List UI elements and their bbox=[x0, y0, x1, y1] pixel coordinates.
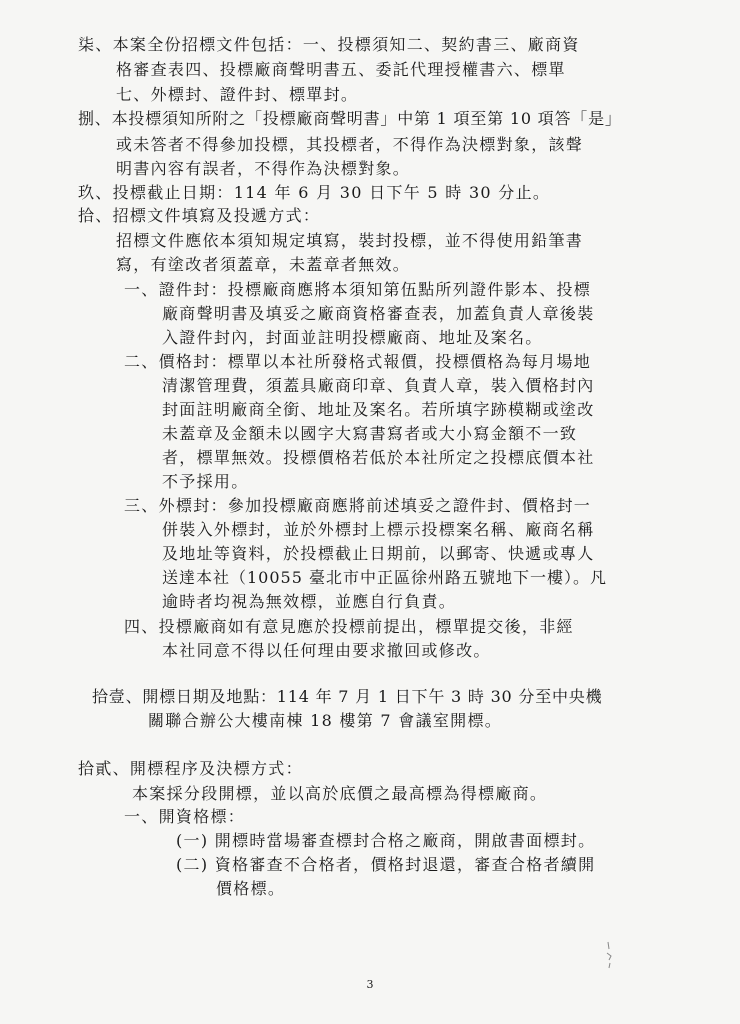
item-2-line-4: 未蓋章及金額未以國字大寫書寫者或大小寫金額不一致 bbox=[162, 424, 578, 443]
section-7-line-2: 格審查表四、投標廠商聲明書五、委託代理授權書六、標單 bbox=[116, 60, 566, 79]
item-4-line-2: 本社同意不得以任何理由要求撤回或修改。 bbox=[162, 641, 491, 660]
section-8-line-3: 明書內容有誤者，不得作為決標對象。 bbox=[116, 159, 411, 178]
section-10-heading: 拾、招標文件填寫及投遞方式： bbox=[78, 206, 321, 225]
section-12-sub-1-item-2-cont: 價格標。 bbox=[216, 879, 286, 898]
item-3-line-1: 三、外標封：參加投標廠商應將前述填妥之證件封、價格封一 bbox=[124, 496, 592, 515]
section-8-line-2: 或未答者不得參加投標，其投標者，不得作為決標對象，該聲 bbox=[116, 135, 584, 154]
section-12-sub-1-item-1: (一) 開標時當場審查標封合格之廠商，開啟書面標封。 bbox=[176, 831, 596, 850]
section-9-deadline: 玖、投標截止日期：114 年 6 月 30 日下午 5 時 30 分止。 bbox=[78, 183, 551, 202]
section-12-sub-1-item-2: (二) 資格審查不合格者，價格封退還，審查合格者續開 bbox=[176, 855, 596, 874]
section-7-line-1: 柒、本案全份招標文件包括：一、投標須知二、契約書三、廠商資 bbox=[78, 35, 580, 54]
item-4-line-1: 四、投標廠商如有意見應於投標前提出，標單提交後，非經 bbox=[124, 617, 574, 636]
item-2-line-5: 者，標單無效。投標價格若低於本社所定之投標底價本社 bbox=[162, 448, 595, 467]
section-12-intro: 本案採分段開標，並以高於底價之最高標為得標廠商。 bbox=[132, 784, 548, 803]
section-7-line-3: 七、外標封、證件封、標單封。 bbox=[116, 85, 359, 104]
item-1-line-2: 廠商聲明書及填妥之廠商資格審查表，加蓋負責人章後裝 bbox=[162, 304, 595, 323]
section-10-intro-line-1: 招標文件應依本須知規定填寫，裝封投標，並不得使用鉛筆書 bbox=[116, 231, 584, 250]
section-11-line-2: 關聯合辦公大樓南棟 18 樓第 7 會議室開標。 bbox=[148, 711, 503, 730]
section-8-line-1: 捌、本投標須知所附之「投標廠商聲明書」中第 1 項至第 10 項答「是」 bbox=[78, 109, 622, 128]
section-12-heading: 拾貳、開標程序及決標方式： bbox=[78, 759, 303, 778]
item-3-line-4: 送達本社（10055 臺北市中正區徐州路五號地下一樓）。凡 bbox=[162, 568, 607, 587]
section-10-intro-line-2: 寫，有塗改者須蓋章，未蓋章者無效。 bbox=[116, 255, 411, 274]
item-3-line-5: 逾時者均視為無效標，並應自行負責。 bbox=[162, 592, 457, 611]
item-1-line-1: 一、證件封：投標廠商應將本須知第伍點所列證件影本、投標 bbox=[124, 280, 592, 299]
item-3-line-2: 併裝入外標封，並於外標封上標示投標案名稱、廠商名稱 bbox=[162, 520, 595, 539]
item-1-line-3: 入證件封內，封面並註明投標廠商、地址及案名。 bbox=[162, 328, 543, 347]
scan-mark bbox=[604, 940, 616, 970]
item-2-line-1: 二、價格封：標單以本社所發格式報價，投標價格為每月場地 bbox=[124, 352, 592, 371]
item-2-line-3: 封面註明廠商全銜、地址及案名。若所填字跡模糊或塗改 bbox=[162, 400, 595, 419]
item-2-line-2: 清潔管理費，須蓋具廠商印章、負責人章，裝入價格封內 bbox=[162, 376, 595, 395]
section-12-sub-1: 一、開資格標： bbox=[124, 807, 246, 826]
page-number: 3 bbox=[366, 978, 374, 991]
item-3-line-3: 及地址等資料，於投標截止日期前，以郵寄、快遞或專人 bbox=[162, 544, 595, 563]
section-11-line-1: 拾壹、開標日期及地點：114 年 7 月 1 日下午 3 時 30 分至中央機 bbox=[92, 687, 603, 706]
item-2-line-6: 不予採用。 bbox=[162, 472, 249, 491]
